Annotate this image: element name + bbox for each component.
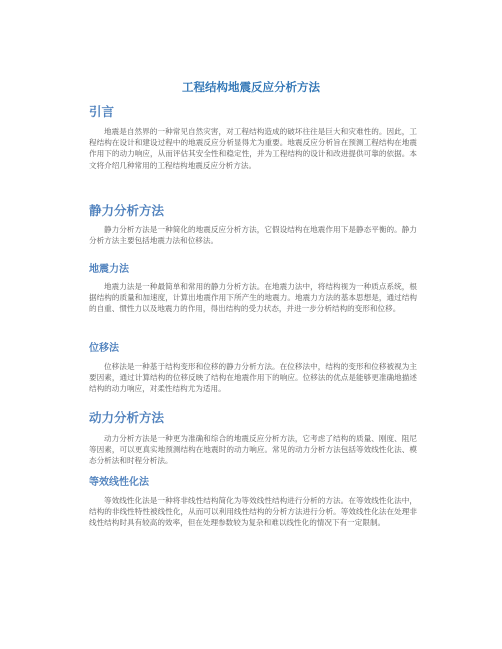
section-heading-dynamic-analysis: 动力分析方法 [89,410,165,425]
section-paragraph-static-analysis: 静力分析方法是一种简化的地震反应分析方法，它假设结构在地震作用下是静态平衡的。静力分析方法主要包括地震力法和位移法。 [89,225,417,246]
subsection-paragraph-seismic-force: 地震力法是一种最简单和常用的静力分析方法。在地震力法中，将结构视为一种质点系统，根据结构的质量和加速度，计算出地震作用下所产生的地震力。地震力方法的基本思想是，通过结构的自重、惯性力以及地震力的作用，得出结构的受力状态，并进一步分析结构的变形和位移。 [89,282,417,314]
subsection-heading-seismic-force: 地震力法 [89,264,129,275]
section-heading-intro: 引言 [89,104,115,119]
section-heading-static-analysis: 静力分析方法 [89,203,165,218]
subsection-paragraph-equivalent-linearization: 等效线性化法是一种将非线性结构简化为等效线性结构进行分析的方法。在等效线性化法中，结构的非线性特性被线性化，从而可以利用线性结构的分析方法进行分析。等效线性化法在处理非线性结构时具有较高的效率，但在处理参数较为复杂和难以线性化的情况下有一定限制。 [89,496,417,528]
subsection-heading-equivalent-linearization: 等效线性化法 [89,477,149,488]
subsection-heading-displacement: 位移法 [89,343,119,354]
document-title: 工程结构地震反应分析方法 [182,80,320,94]
section-paragraph-dynamic-analysis: 动力分析方法是一种更为准确和综合的地震反应分析方法，它考虑了结构的质量、刚度、阻尼等因素，可以更真实地预测结构在地震时的动力响应。常见的动力分析方法包括等效线性化法、模态分析法和时程分析法。 [89,434,417,466]
subsection-paragraph-displacement: 位移法是一种基于结构变形和位移的静力分析方法。在位移法中，结构的变形和位移被视为主要因素，通过计算结构的位移反映了结构在地震作用下的响应。位移法的优点是能够更准确地描述结构的动力响应，对柔性结构尤为适用。 [89,362,417,394]
section-paragraph-intro: 地震是自然界的一种常见自然灾害，对工程结构造成的破坏往往是巨大和灾难性的。因此，工程结构在设计和建设过程中的地震反应分析显得尤为重要。地震反应分析旨在预测工程结构在地震作用下的动力响应，从而评估其安全性和稳定性，并为工程结构的设计和改进提供可靠的依据。本文将介绍几种常用的工程结构地震反应分析方法。 [89,127,417,170]
